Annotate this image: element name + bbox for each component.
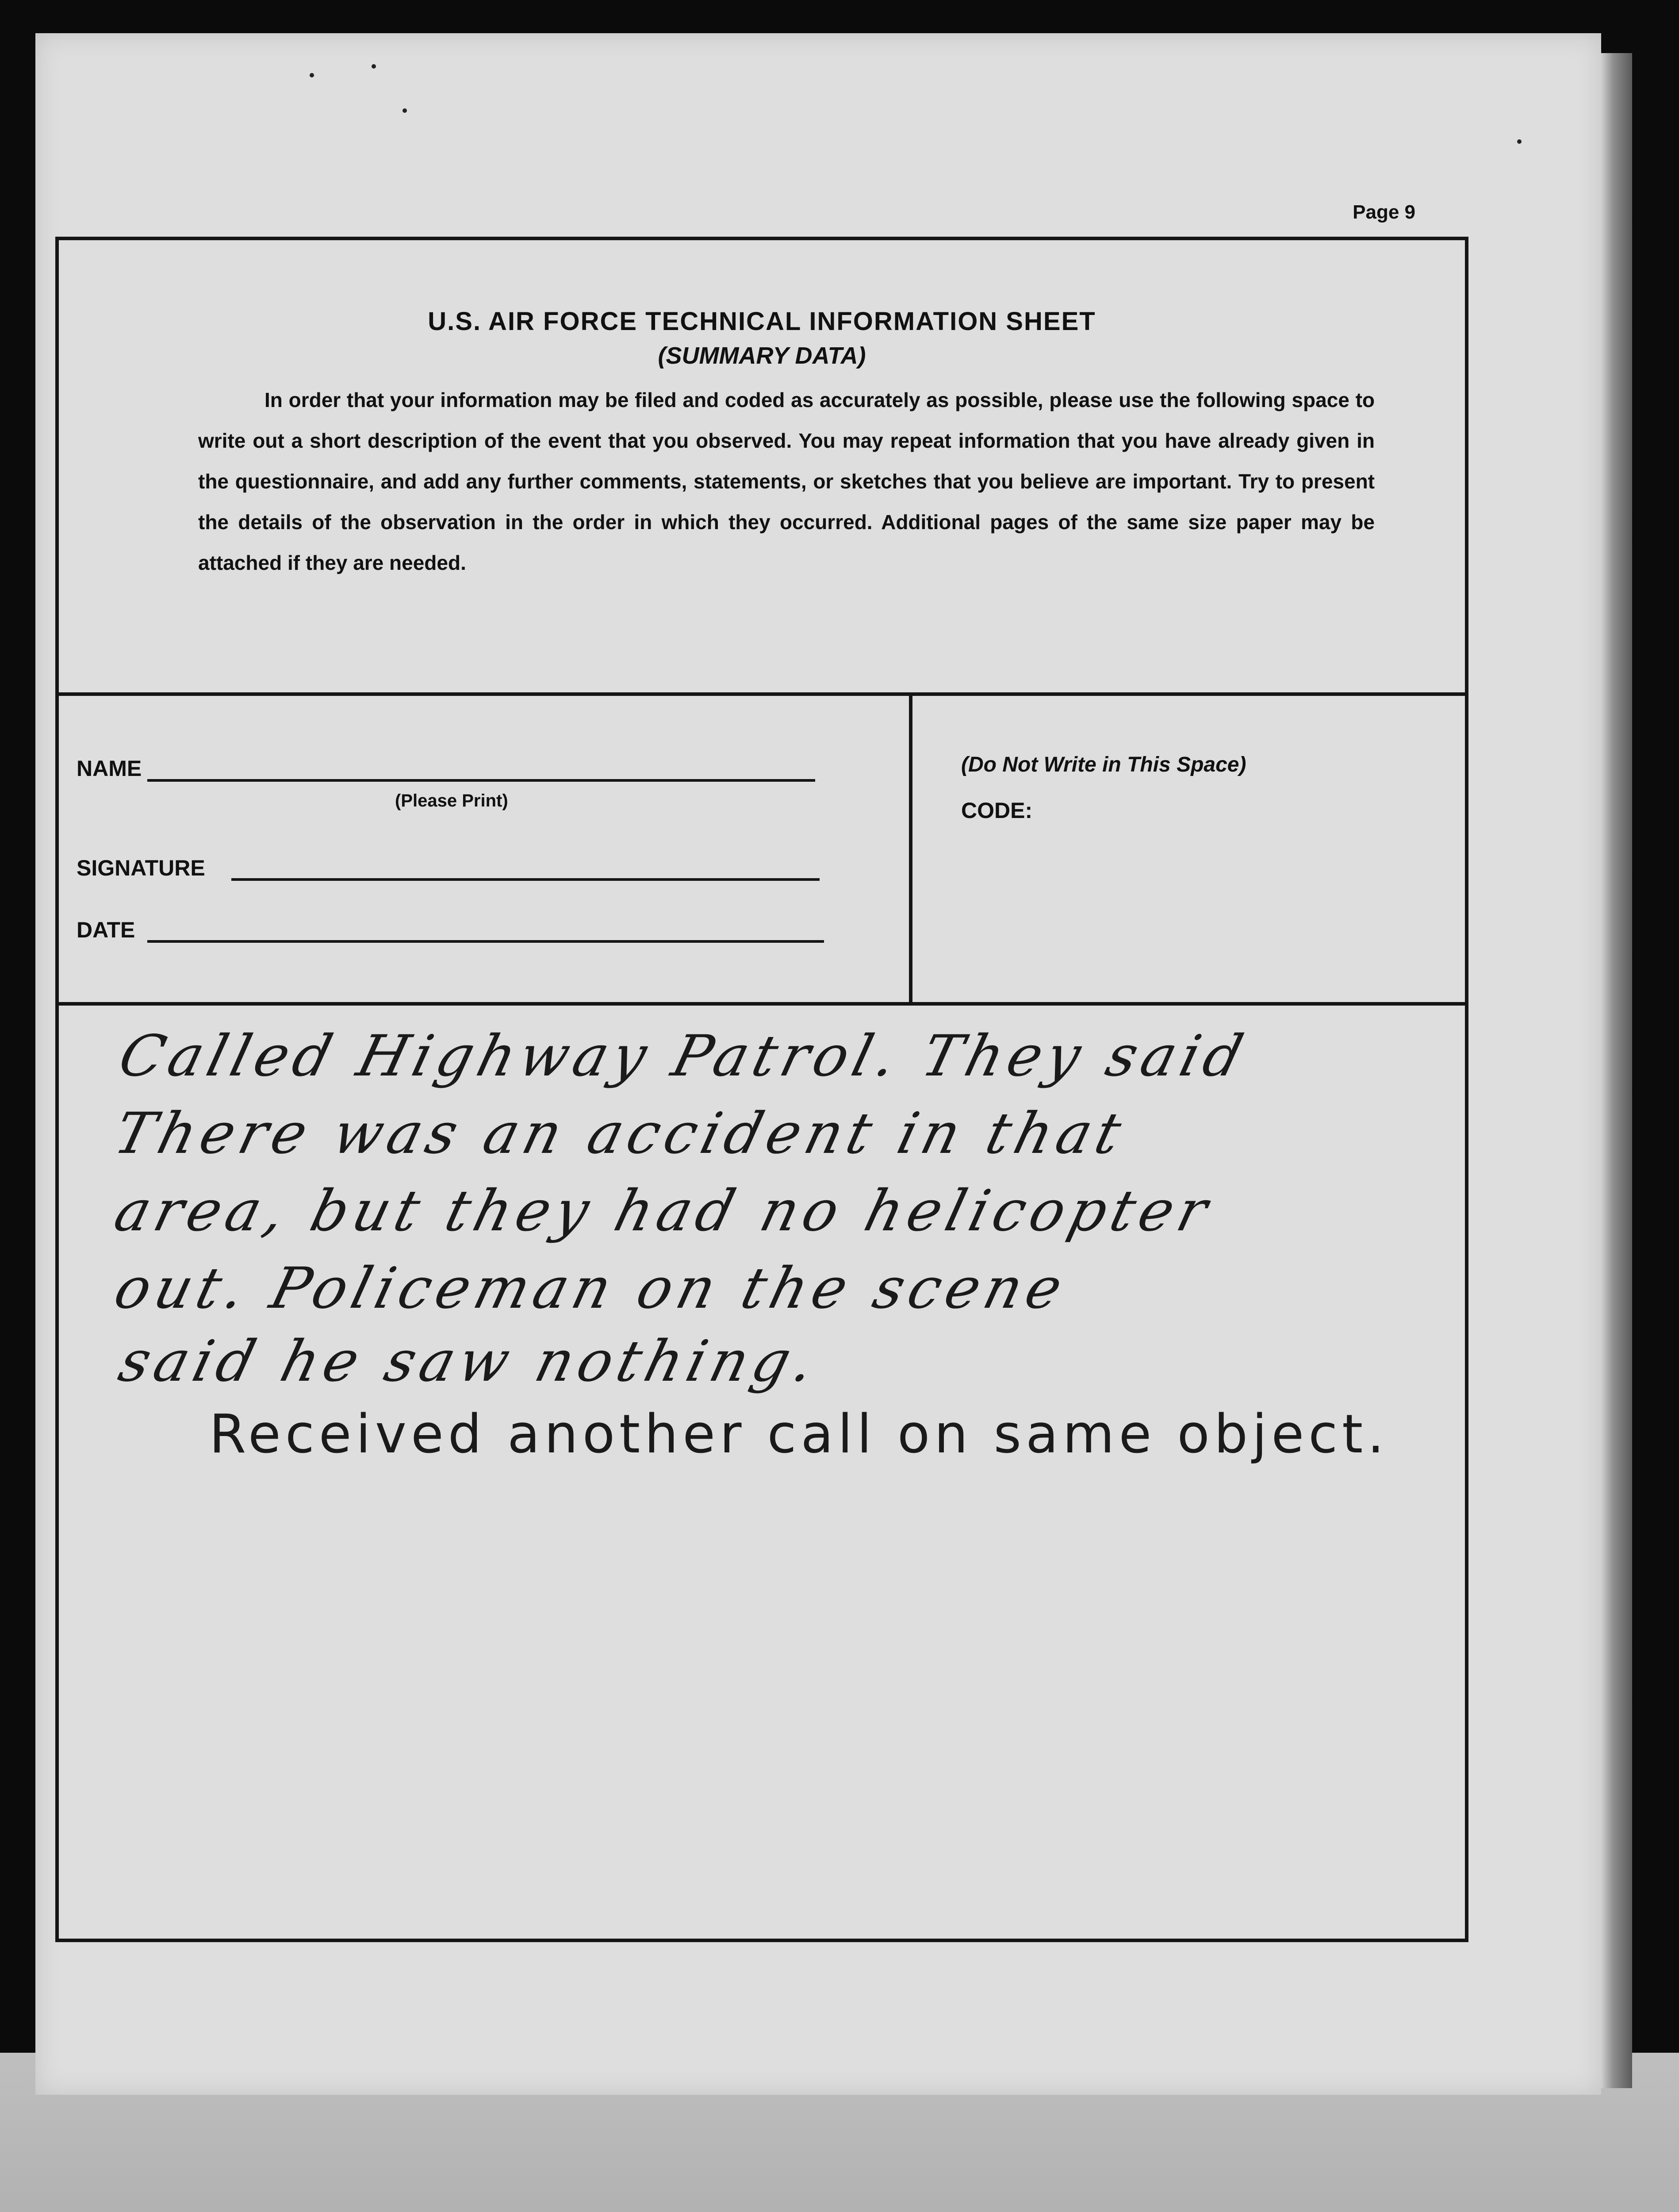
handwritten-line: out. Policeman on the scene xyxy=(108,1256,1074,1321)
signature-label: SIGNATURE xyxy=(77,856,205,880)
office-use-area xyxy=(912,696,1465,1006)
information-form xyxy=(55,237,1468,1942)
form-title: U.S. AIR FORCE TECHNICAL INFORMATION SHEET xyxy=(428,307,1096,336)
page-number: Page 9 xyxy=(1353,201,1415,223)
scan-edge xyxy=(1601,53,1632,2088)
speck xyxy=(1517,139,1522,144)
date-label: DATE xyxy=(77,918,135,942)
handwritten-line: There was an accident in that xyxy=(108,1101,1133,1167)
speck xyxy=(402,108,407,113)
handwritten-added-line: Received another call on same object. xyxy=(209,1404,1389,1465)
narrative-area xyxy=(59,1006,1465,1939)
respondent-fields xyxy=(59,696,912,1006)
speck xyxy=(310,73,314,77)
document-page xyxy=(35,33,1601,2095)
form-subtitle: (SUMMARY DATA) xyxy=(658,342,866,369)
code-label: CODE: xyxy=(961,798,1033,823)
name-label: NAME xyxy=(77,756,142,781)
date-field[interactable] xyxy=(147,940,824,943)
please-print-note: (Please Print) xyxy=(395,791,508,810)
handwritten-line: said he saw nothing. xyxy=(112,1329,826,1394)
form-instructions: In order that your information may be filed and coded as accurately as possible, please use the following space to write out a short description of the event that you observed. You may repeat information that you have already given in the questionnaire, and add any further comments, statements, or sketches that you believe are important. Try to present the details of the observation in the order in which they occurred. Additional pages of the same size paper may be attached if they are needed. xyxy=(198,388,1375,574)
office-use-notice: (Do Not Write in This Space) xyxy=(961,753,1246,776)
signature-field[interactable] xyxy=(231,878,820,881)
form-header xyxy=(59,240,1465,696)
name-field[interactable] xyxy=(147,779,815,782)
speck xyxy=(372,64,376,69)
handwritten-line: area, but they had no helicopter xyxy=(108,1178,1219,1244)
handwritten-line: Called Highway Patrol. They said xyxy=(112,1023,1255,1089)
